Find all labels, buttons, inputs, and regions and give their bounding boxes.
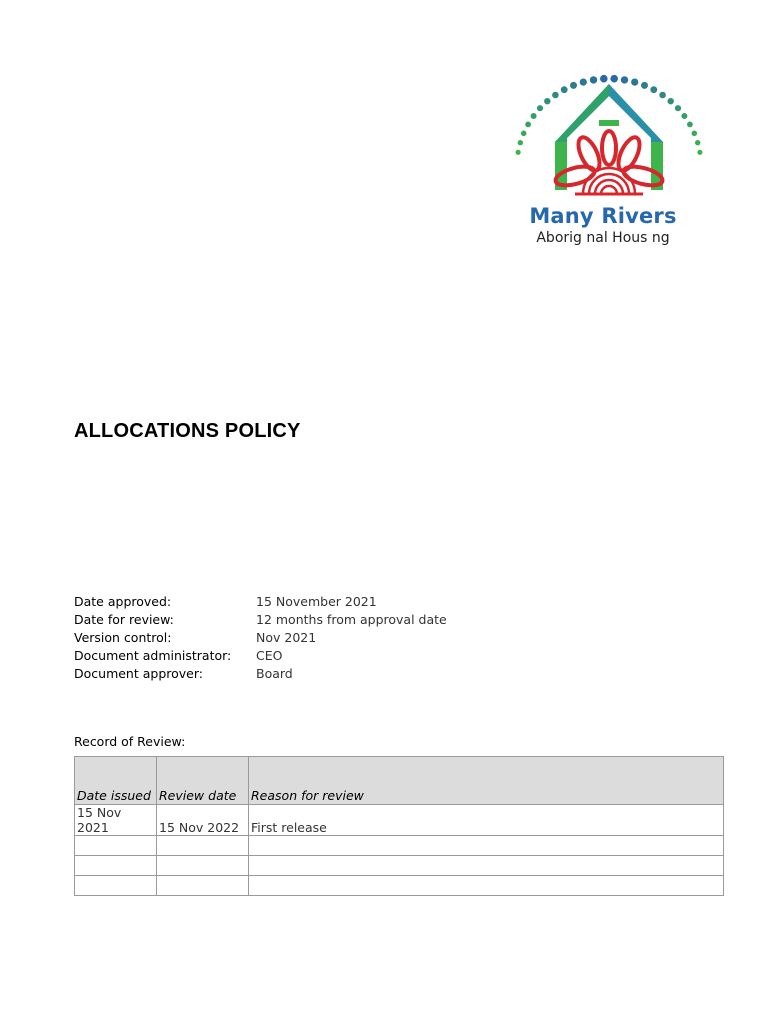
- logo-dot: [525, 122, 531, 128]
- table-header-row: [75, 757, 724, 805]
- detail-row: [74, 611, 447, 629]
- logo-dot: [600, 75, 608, 83]
- detail-value: Board: [256, 666, 293, 681]
- logo-dot: [516, 150, 521, 155]
- logo-dot: [650, 86, 657, 93]
- logo-dot: [590, 76, 597, 83]
- table-cell: First release: [249, 805, 724, 836]
- detail-row: [74, 593, 447, 611]
- table-cell: [249, 856, 724, 876]
- company-logo: [505, 70, 710, 250]
- logo-dot: [552, 92, 559, 99]
- logo-dot: [580, 79, 587, 86]
- detail-label: Date for review:: [74, 612, 174, 627]
- column-header: Review date: [157, 757, 249, 805]
- table-cell: [157, 836, 249, 856]
- table-cell: [249, 876, 724, 896]
- detail-row: [74, 647, 447, 665]
- logo-dot: [531, 113, 537, 119]
- detail-value: 15 November 2021: [256, 594, 377, 609]
- table-cell: [157, 856, 249, 876]
- logo-name: Many Rivers: [529, 204, 677, 228]
- logo-dot: [692, 131, 698, 137]
- logo-dot: [561, 86, 568, 93]
- detail-value: 12 months from approval date: [256, 612, 447, 627]
- table-row: [75, 876, 724, 896]
- detail-row: [74, 665, 447, 683]
- table-row: [75, 805, 724, 836]
- logo-dot: [697, 150, 702, 155]
- logo-dot: [659, 92, 666, 99]
- page-title: ALLOCATIONS POLICY: [74, 420, 301, 442]
- logo-dot: [570, 82, 577, 89]
- detail-label: Date approved:: [74, 594, 172, 609]
- column-header: Date issued: [75, 757, 157, 805]
- logo-dot: [695, 140, 700, 145]
- detail-label: Document approver:: [74, 666, 203, 681]
- logo-dot: [668, 98, 674, 104]
- detail-value: Nov 2021: [256, 630, 317, 645]
- logo-dot: [521, 131, 527, 137]
- logo-subtitle: Aborig nal Hous ng: [536, 230, 670, 246]
- detail-label: Version control:: [74, 630, 172, 645]
- table-cell: 15 Nov 2021: [75, 805, 157, 836]
- table-cell: [157, 876, 249, 896]
- logo-dot: [675, 105, 681, 111]
- table-cell: [249, 836, 724, 856]
- column-header: Reason for review: [249, 757, 724, 805]
- sun-circles-icon: [583, 168, 635, 194]
- table-row: [75, 856, 724, 876]
- table-cell: 15 Nov 2022: [157, 805, 249, 836]
- logo-dot: [641, 82, 648, 89]
- table-cell: [75, 856, 157, 876]
- logo-dot: [610, 75, 618, 83]
- document-details: [74, 593, 447, 683]
- logo-dot: [544, 98, 550, 104]
- review-table: [74, 756, 724, 896]
- logo-dot: [631, 79, 638, 86]
- logo-dot: [687, 122, 693, 128]
- detail-label: Document administrator:: [74, 648, 232, 663]
- review-caption: Record of Review:: [74, 734, 186, 749]
- logo-dot: [518, 140, 523, 145]
- detail-row: [74, 629, 447, 647]
- table-cell: [75, 876, 157, 896]
- table-cell: [75, 836, 157, 856]
- table-row: [75, 836, 724, 856]
- logo-dot: [621, 76, 628, 83]
- logo-dot: [537, 105, 543, 111]
- logo-emblem-icon: [505, 70, 710, 205]
- detail-value: CEO: [256, 648, 283, 663]
- logo-dot: [681, 113, 687, 119]
